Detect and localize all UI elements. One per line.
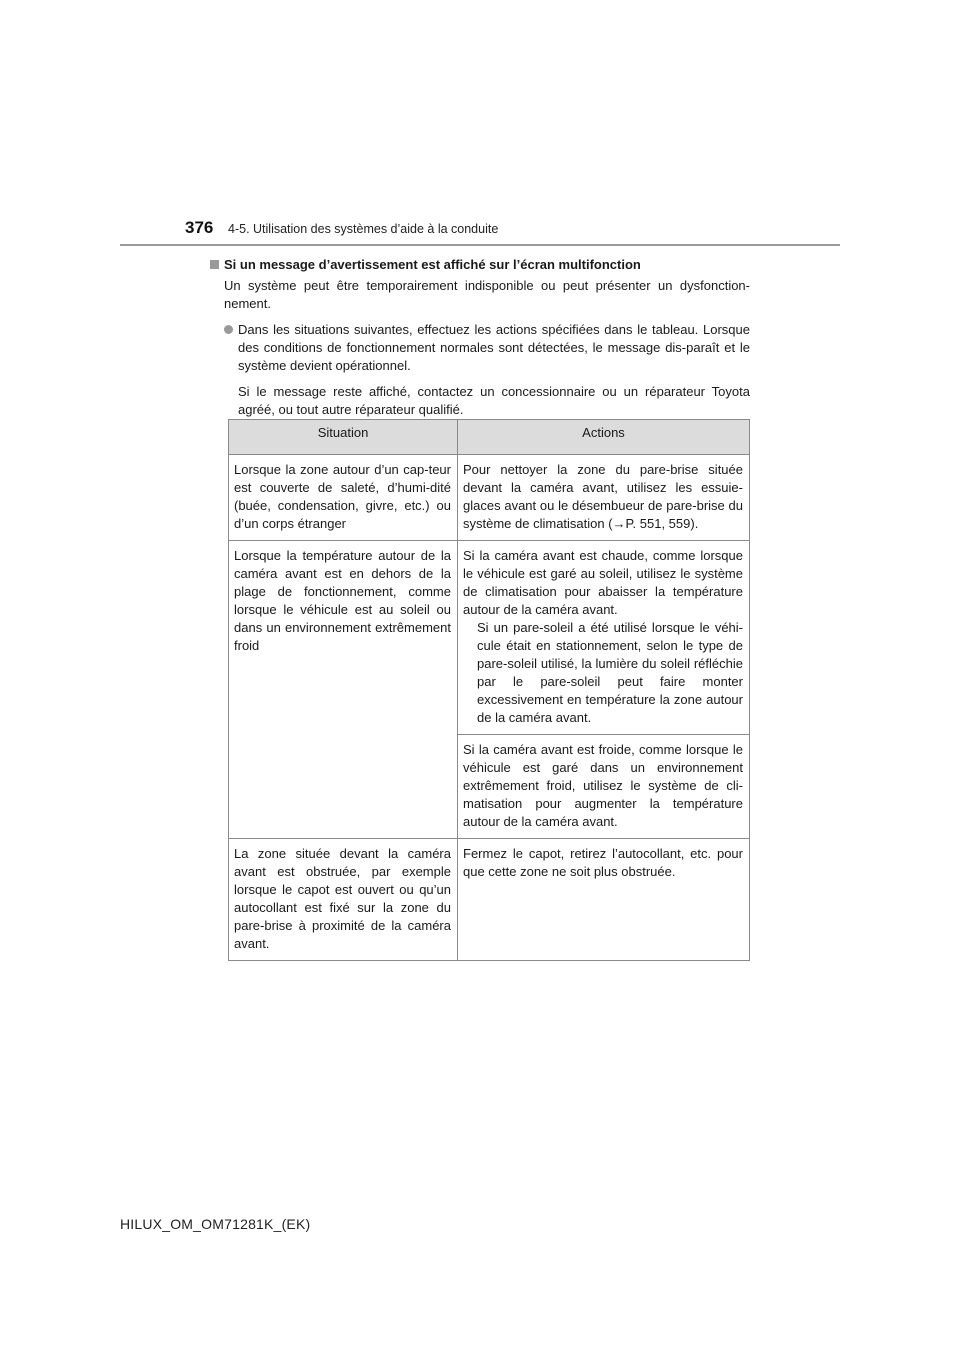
header-rule [120,244,840,246]
section-title: 4-5. Utilisation des systèmes d’aide à la conduite [228,222,499,236]
intro-paragraph: Un système peut être temporairement indisponible ou peut présenter un dysfonction-nement. [224,278,750,311]
bullet-item [224,321,750,375]
header-actions: Actions [458,420,750,455]
table-row [229,455,750,541]
action-text: Si la caméra avant est chaude, comme lorsque le véhicule est garé au soleil, utilisez le système de climatisation pour abaisser la température autour de la caméra avant. [463,548,743,617]
action-cell: Fermez le capot, retirez l’autocollant, etc. pour que cette zone ne soit plus obstruée. [458,839,750,961]
action-note: Si un pare-soleil a été utilisé lorsque le véhi-cule était en stationnement, selon le type de pare-soleil utilisé, la lumière du soleil réfléchie par le pare-soleil peut faire monter excessivement en température la zone autour de la caméra avant. [477,620,743,725]
document-code: HILUX_OM_OM71281K_(EK) [120,1216,311,1232]
situation-actions-table [228,419,750,961]
action-cell: Pour nettoyer la zone du pare-brise située devant la caméra avant, utilisez les essuie-glaces avant ou le désembueur de pare-brise du système de climatisation (→P. 551, 559). [458,455,750,541]
table-row [229,541,750,735]
table-row [229,839,750,961]
content-body [210,256,750,419]
action-cell: Si la caméra avant est froide, comme lorsque le véhicule est garé dans un environnement extrêmement froid, utilisez le système de cli-matisation pour augmenter la température autour de la caméra avant. [458,735,750,839]
situation-cell: La zone située devant la caméra avant est obstruée, par exemple lorsque le capot est ouvert ou qu’un autocollant est fixé sur la zone du pare-brise à proximité de la caméra avant. [229,839,458,961]
bullet-text: Dans les situations suivantes, effectuez les actions spécifiées dans le tableau. Lorsque des conditions de fonctionnement normales sont détectées, le message dis-paraît et le système devient opérationnel. [238,322,750,373]
page-number: 376 [185,218,214,237]
situation-cell: Lorsque la température autour de la caméra avant est en dehors de la plage de fonctionnement, comme lorsque le véhicule est au soleil ou dans un environnement extrêmement froid [229,541,458,839]
circle-bullet-icon [224,325,233,334]
bullet-followup: Si le message reste affiché, contactez un concessionnaire ou un réparateur Toyota agréé, ou tout autre réparateur qualifié. [238,384,750,417]
table-header-row [229,420,750,455]
section-heading-text: Si un message d’avertissement est affiché sur l’écran multifonction [224,257,641,272]
situation-cell: Lorsque la zone autour d’un cap-teur est couverte de saleté, d’humi-dité (buée, condensation, givre, etc.) ou d’un corps étranger [229,455,458,541]
action-cell [458,541,750,735]
header-situation: Situation [229,420,458,455]
square-bullet-icon [210,260,219,269]
section-heading [210,256,750,274]
